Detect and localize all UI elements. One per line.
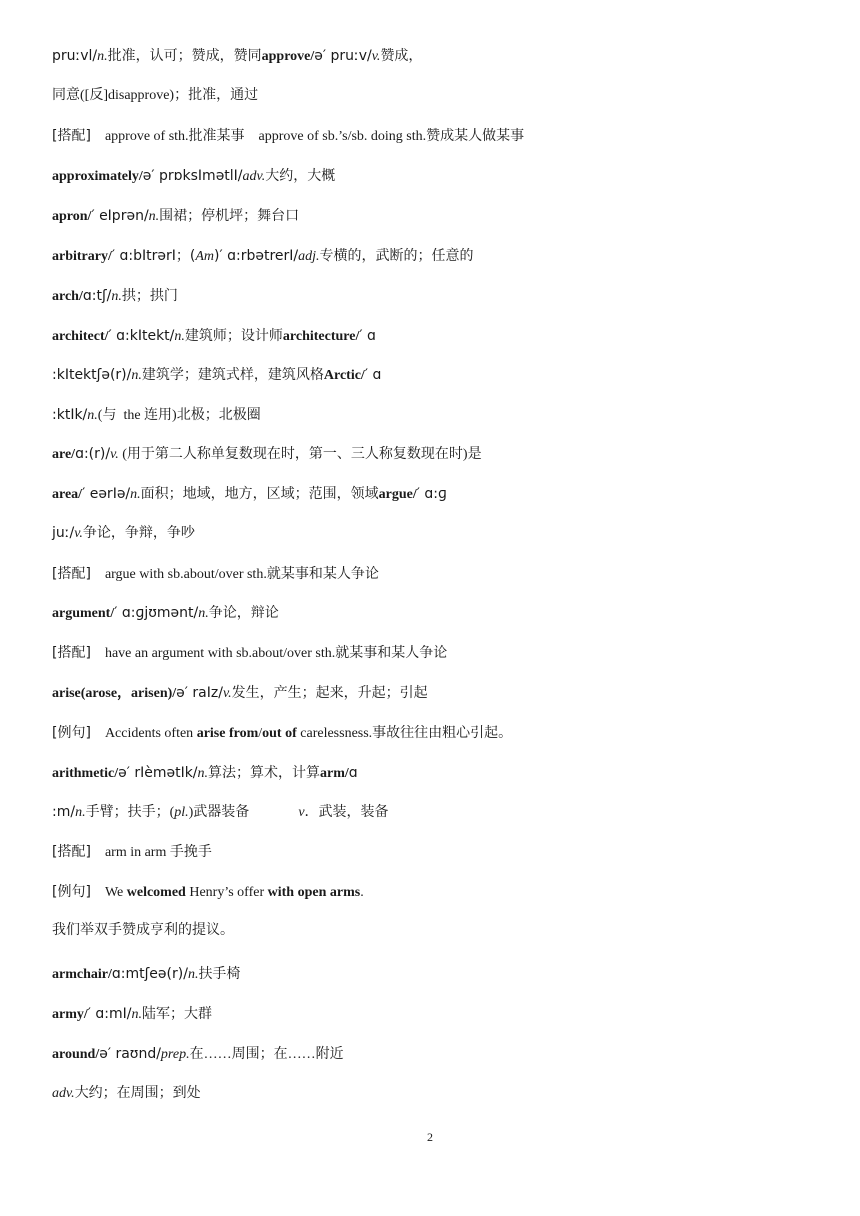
entry-line [52,922,234,940]
headword: area/ [52,487,83,502]
phonetic-text: ′ ɑ [359,328,376,344]
headword: welcomed [126,885,186,900]
entry-text: carelessness.事故往往由粗心引起。 [296,726,513,741]
section-tag: [搭配] [52,128,91,144]
entry-text: 算法；算术，计算 [208,766,321,781]
phonetic-text: ′ eərIə/ [82,486,131,502]
headword: Arctic/ [323,368,365,383]
entry-text: v. [371,49,381,64]
entry-line [52,1045,344,1064]
entry-line [52,684,428,703]
entry-line [52,644,447,663]
entry-text: n. [75,805,86,820]
entry-line [52,406,261,425]
entry-line [52,247,474,266]
headword: army/ [52,1007,88,1022]
entry-line [52,47,422,66]
entry-text: v. [110,447,119,462]
entry-text: prep. [160,1047,190,1062]
entry-text: 赞成， [380,49,423,64]
entry-line [52,167,335,186]
entry-text: (用于第二人称单复数现在时，第一、三人称复数现在时)是 [118,447,482,462]
entry-text: / [258,726,263,741]
headword: out of [262,726,297,741]
phonetic-text: juː/ [52,525,75,541]
phonetic-text: ɑ:(r)/ [75,446,111,462]
phonetic-text: ′ ɑ:ɡ [416,486,447,502]
entry-line [52,127,524,146]
headword: approve/ [261,49,315,64]
headword: apron/ [52,209,92,224]
section-tag: [例句] [52,725,91,741]
section-tag: [搭配] [52,844,91,860]
entry-text: 建筑学；建筑式样，建筑风格 [141,368,324,383]
entry-text: . [360,885,364,900]
entry-text: arm in arm 手挽手 [90,845,212,860]
phonetic-text: ′ ɑ:bItrərI；( [111,248,196,264]
entry-text: 面积；地域，地方，区域；范围，领域 [140,487,379,502]
headword: arise from [196,726,259,741]
entry-text: n. [111,289,122,304]
headword: with open arms [267,885,361,900]
headword: arm/ [320,766,349,781]
phonetic-text: ə′ rIèmətIk/ [118,765,198,781]
entry-text: n. [130,487,141,502]
phonetic-text: ə′ raIz/ [176,685,223,701]
entry-line [52,87,258,105]
entry-line [52,445,482,464]
phonetic-text: ′ ɑ:ɡjʊmənt/ [114,605,199,621]
entry-line [52,287,178,306]
entry-text: We [90,885,127,900]
entry-line [52,843,212,862]
entry-text: 大约，大概 [265,169,336,184]
section-tag: [搭配] [52,566,91,582]
entry-text: pl. [174,805,189,820]
phonetic-text: :kItektʃə(r)/ [52,367,132,383]
entry-text: 扶手椅 [198,967,241,982]
phonetic-text: :ktIk/ [52,407,88,423]
headword: arbitrary/ [52,249,112,264]
entry-line [52,883,364,902]
entry-text: n. [97,49,108,64]
entry-line [52,327,376,346]
entry-text: v [298,805,305,820]
entry-text: 专横的，武断的；任意的 [319,249,474,264]
entry-text: argue with sb.about/over sth.就某事和某人争论 [90,567,379,582]
phonetic-text: )′ ɑ:rbətrerI/ [214,248,299,264]
entry-text: Am [195,249,214,264]
phonetic-text: ə′ pruːv/ [314,48,372,64]
entry-text: Accidents often [90,726,197,741]
entry-line [52,965,240,984]
entry-line [52,366,381,385]
entry-text: 发生，产生；起来，升起；引起 [231,686,428,701]
entry-line [52,764,358,783]
headword: argue/ [378,487,417,502]
entry-text: 批准，认可；赞成，赞同 [107,49,262,64]
headword: architecture/ [282,329,360,344]
entry-text: ．武装，装备 [304,805,389,820]
entry-line [52,724,512,743]
entry-text: 在……周围；在……附近 [189,1047,344,1062]
phonetic-text: ′ eIprən/ [91,208,149,224]
entry-text: n. [131,1007,142,1022]
section-tag: [例句] [52,884,91,900]
entry-text: n. [197,766,209,781]
headword: arch/ [52,289,83,304]
entry-text: 陆军；大群 [141,1007,212,1022]
headword: arithmetic/ [52,766,119,781]
entry-line [52,604,279,623]
phonetic-text: ə′ prɒksImətlI/ [142,168,243,184]
entry-text: (与 the 连用)北极；北极圈 [97,408,261,423]
headword: are/ [52,447,76,462]
entry-text: n. [148,209,160,224]
entry-text: n. [198,606,209,621]
entry-text: v. [222,686,232,701]
headword: argument/ [52,606,115,621]
phonetic-text: :m/ [52,804,76,820]
headword: approximately/ [52,169,143,184]
entry-text: have an argument with sb.about/over sth.就某事和某人争论 [90,646,448,661]
entry-text: approve of sth.批准某事 approve of sb.’s/sb. doing sth.赞成某人做某事 [90,129,525,144]
phonetic-text: ′ ɑ:kItekt/ [108,328,175,344]
entry-text: adv. [242,169,266,184]
entry-text: 争论，争辩，争吵 [82,526,195,541]
entry-line [52,1005,212,1024]
entry-text: n. [187,967,199,982]
headword: architect/ [52,329,109,344]
entry-text: Henry’s offer [185,885,268,900]
entry-text: 同意([反]disapprove)；批准，通过 [52,88,259,103]
phonetic-text: ′ ɑ:mI/ [87,1006,132,1022]
entry-text: 围裙；停机坪；舞台口 [159,209,300,224]
headword: arise(arose，arisen)/ [52,686,177,701]
entry-text: 建筑师；设计师 [184,329,283,344]
entry-text: n. [87,408,98,423]
entry-text: 争论，辩论 [208,606,279,621]
entry-line [52,565,379,584]
headword: armchair/ [52,967,112,982]
phonetic-text: pruːvl/ [52,48,98,64]
entry-text: n. [131,368,142,383]
phonetic-text: ′ ɑ [364,367,382,383]
headword: around/ [52,1047,100,1062]
entry-text: 拱；拱门 [121,289,178,304]
entry-text: v. [74,526,83,541]
entry-text: n. [174,329,185,344]
entry-line [52,485,447,504]
entry-line [52,1085,201,1103]
entry-text: 大约；在周围；到处 [74,1086,201,1101]
entry-text: adj. [298,249,320,264]
entry-text: )武器装备 [188,805,299,820]
phonetic-text: ɑ:mtʃeə(r)/ [111,966,188,982]
section-tag: [搭配] [52,645,91,661]
entry-text: 我们举双手赞成亨利的提议。 [52,923,234,938]
entry-line [52,803,389,822]
entry-text: adv. [52,1086,75,1101]
phonetic-text: ɑ:tʃ/ [82,288,112,304]
page-number: 2 [427,1130,433,1144]
entry-line [52,207,299,226]
entry-text: 手臂；扶手；( [85,805,175,820]
phonetic-text: ɑ [348,765,358,781]
phonetic-text: ə′ raʊnd/ [99,1046,161,1062]
entry-line [52,524,195,543]
